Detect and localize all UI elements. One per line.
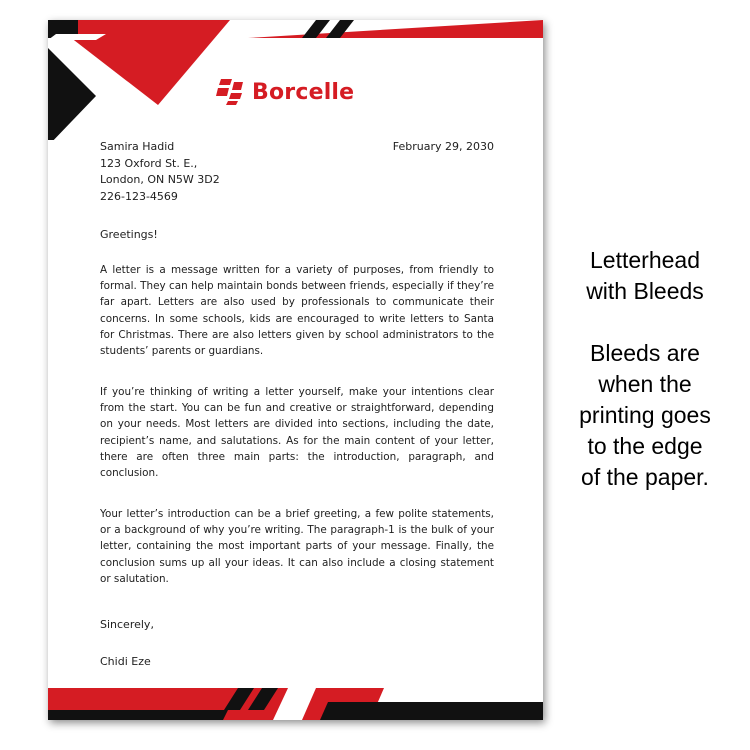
letter-paragraph-3: Your letter’s introduction can be a brief greeting, a few polite statements, or a background of why you’re writing. The paragraph-1 is the bulk of your letter, containing the most important parts of your message. Finally, the conclusion sums up all your ideas. It can also include a closing statement or salutation. bbox=[100, 508, 494, 585]
left-black-wedge bbox=[48, 48, 96, 140]
borcelle-logo-icon bbox=[216, 78, 244, 106]
brand-logo bbox=[216, 78, 354, 106]
bottom-decoration bbox=[48, 688, 543, 720]
letter-paragraph-1: A letter is a message written for a variety of purposes, from friendly to formal. They can help maintain bonds between friends, especially if they’re far apart. Letters are also used by professionals to communicate their concerns. In some schools, kids are encouraged to write letters to Santa for Christmas. There are also letters given by school administrators to the students’ parents or guardians. bbox=[100, 264, 494, 358]
letter-date: February 29, 2030 bbox=[392, 140, 494, 153]
brand-name: Borcelle bbox=[252, 79, 355, 105]
side-note-line-6: to the edge bbox=[587, 433, 703, 459]
side-note-line-2: with Bleeds bbox=[586, 278, 704, 304]
side-note-line-1: Letterhead bbox=[590, 247, 700, 273]
letter-paragraph-2: If you’re thinking of writing a letter yourself, make your intentions clear from the start. You can be fun and creative or straightforward, depending on your needs. Most letters are divided into sections, including the date, recipient’s name, and salutations. As for the main content of your letter, there are often three main parts: the introduction, paragraph, and conclusion. bbox=[100, 386, 494, 480]
side-note-line-3: Bleeds are bbox=[590, 340, 700, 366]
letterhead-page bbox=[48, 20, 543, 720]
top-white-stripe bbox=[48, 34, 106, 40]
side-note bbox=[560, 245, 730, 493]
sender-address-line2: London, ON N5W 3D2 bbox=[100, 173, 220, 186]
bottom-black-band bbox=[48, 710, 228, 720]
letter-closing: Sincerely, bbox=[100, 618, 154, 631]
side-note-line-5: printing goes bbox=[579, 402, 711, 428]
sender-block bbox=[100, 139, 220, 205]
top-right-red-band bbox=[248, 20, 543, 38]
sender-address-line1: 123 Oxford St. E., bbox=[100, 156, 198, 170]
letter-greeting: Greetings! bbox=[100, 228, 158, 241]
bottom-right-black bbox=[320, 702, 543, 720]
sender-name: Samira Hadid bbox=[100, 140, 175, 153]
side-note-line-7: of the paper. bbox=[581, 464, 709, 490]
sender-phone: 226-123-4569 bbox=[100, 189, 178, 203]
letter-signer: Chidi Eze bbox=[100, 655, 151, 668]
side-note-line-4: when the bbox=[598, 371, 692, 397]
